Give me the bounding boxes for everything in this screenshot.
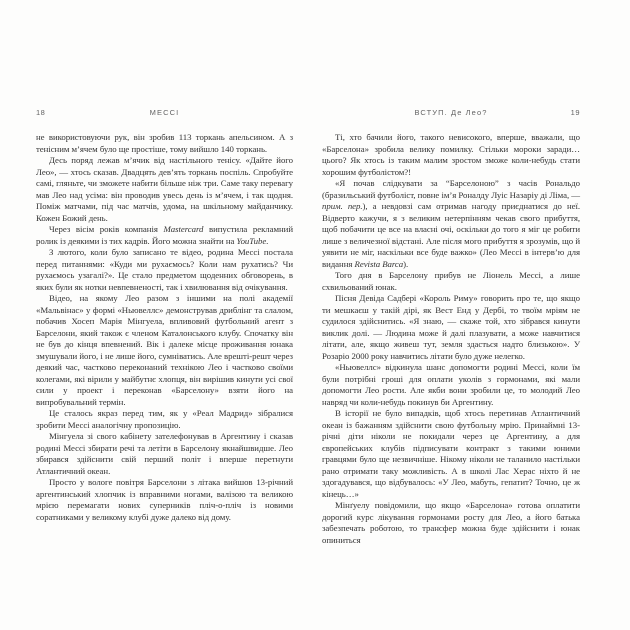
paragraph: [36, 132, 293, 155]
paragraph: [36, 477, 293, 523]
page-number-right: 19: [570, 108, 580, 117]
paragraph: [322, 500, 580, 546]
italic-text-run: прим. пер.: [322, 201, 363, 211]
paragraph: [36, 155, 293, 224]
running-head-left: МЕССІ: [149, 108, 180, 117]
paragraph: [322, 132, 580, 178]
text-run: ).: [403, 258, 409, 269]
paragraph: [322, 293, 580, 362]
paragraph: [322, 408, 580, 500]
text-run: Просто у вологе повітря Барселони з літака вийшов 13-річний аргентинський хлопчик із вправними ногами, валізою та великою мрією перемагати нових суперників пліч-о-пліч із новими соратниками у великому клубі дуже далеко від дому.: [36, 477, 293, 522]
page-number-left: 18: [36, 108, 46, 117]
text-run: ), а невдовзі сам отримав нагоду приєднатися до неї. Відверто кажучи, я з великим нетерпінням чекав свого прибуття, щоб побачити це все на власні очі, оскільки до того я міг це робити лише з величезної відстані. Але після мого прибуття я зрозумів, що й уявити не міг, наскільки все буде важко» (Лео Мессі в інтерв’ю для видання: [322, 201, 581, 269]
italic-text-run: YouTube: [236, 235, 267, 246]
text-run: Десь поряд лежав м’ячик від настільного тенісу. «Дайте його Лео», — хтось сказав. Двадцять дев’ять торкань поспіль. Спробуйте самі, гляньте, чи зможете набити більше ніж три. Саме таку перевагу мав Лео над усіма: він проводив увесь день із м’ячем, і так щодня. Поміж матчами, під час матчів, удома, на шкільному майданчику. Кожен Божий день.: [36, 155, 293, 223]
paragraph: [36, 224, 293, 247]
text-run: Це сталось якраз перед тим, як у «Реал Мадрид» зібралися зробити Мессі аналогічну пропозицію.: [36, 408, 293, 430]
paragraph: [36, 247, 293, 293]
text-run: випустила рекламний ролик із деякими із тих кадрів. Його можна знайти на: [36, 224, 293, 246]
italic-text-run: Mastercard: [163, 224, 204, 234]
paragraph: [36, 293, 293, 408]
text-run: Того дня в Барселону прибув не Ліонель Мессі, а лише схвильований юнак.: [322, 270, 580, 292]
text-run: З лютого, коли було записано те відео, родина Мессі постала перед питаннями: «Куди ми рухаємось? Коли нам рухатись? Чи рухаємось узагалі?». Це стало предметом щоденних обговорень, в яких були як нотки невпевненості, так і хвилювання від очікування.: [36, 247, 293, 292]
page-right: [322, 108, 580, 546]
page-left: [36, 108, 293, 523]
text-run: «Я почав слідкувати за “Барселоною” з часів Рональдо (бразильський футболіст, повне ім’я Роналду Луіс Назаріу ді Ліма, —: [322, 178, 580, 200]
text-run: Через вісім років компанія: [49, 224, 164, 234]
page-left-text: [36, 132, 293, 523]
text-run: Мінґуелу повідомили, що якщо «Барселона» готова оплатити дорогий курс лікування гормонами росту для Лео, а його батька забезпечать роботою, то трансфер можна буде здійснити і юнак опиниться: [322, 500, 580, 545]
text-run: .: [266, 235, 269, 246]
running-header-right: [322, 108, 580, 119]
page-right-text: [322, 132, 580, 546]
text-run: Ті, хто бачили його, такого невисокого, вперше, вважали, що «Барселона» зробила велику помилку. Стільки мороки заради… цього? Як хтось із таким малим зростом зможе коли-небудь стати хорошим футболістом?!: [322, 132, 580, 177]
text-run: В історії не було випадків, щоб хтось перетинав Атлантичний океан із бажанням здійснити свою футбольну мрію. Принаймні 13-річні діти ніколи не покидали через це Аргентину, а для європейських клубів підписувати контракт з такими юними гравцями було ще незвичніше. Нікому ніколи не таланило настільки рано отримати таку можливість. А в школі Лас Херас ніхто й не здогадувався, що відбувалось: «У Лео, мабуть, гепатит? Точно, це ж кінець…»: [322, 408, 580, 499]
text-run: «Ньювеллс» відкинула шанс допомогти родині Мессі, коли їм були потрібні гроші для оплати уколів з гормонами, які мали допомогти Лео рости. Але якби вони зробили це, то молодий Лео навряд чи коли-небудь покинув би Аргентину.: [322, 362, 580, 407]
running-head-right: ВСТУП. Де Лео?: [414, 108, 488, 117]
paragraph: [322, 362, 580, 408]
paragraph: [322, 270, 580, 293]
text-run: Відео, на якому Лео разом з іншими на полі академії «Мальвінас» у формі «Ньювеллс» демонстрував дриблінг та слалом, побачив Хосеп Марія Мінгуела, впливовий футбольний агент з Барселони, який також є членом Каталонського клубу. Спочатку він не був до кінця впевнений. Вік і далеке місце проживання юнака змушували його, і не лише його, сумніватись. Але врешті-решт через деякий час, частково переконаний технікою Лео і частково своїми колегами, які вірили у майбутнє хлопця, він вирішив кинути усі свої сили у проект і переконав «Барселону» взяти його на випробувальний термін.: [36, 293, 293, 407]
paragraph: [36, 408, 293, 431]
italic-text-run: Revista Barca: [354, 258, 404, 269]
text-run: не використовуючи рук, він зробив 113 торкань апельсином. А з тенісним м’ячем було ще простіше, тому вийшло 140 торкань.: [36, 132, 293, 154]
paragraph: [36, 431, 293, 477]
text-run: Пісня Девіда Садбері «Король Риму» говорить про те, що якщо ти мешкаєш у такій дірі, як Вест Енд у Дербі, то твоїм мріям не судилося здійснитись. «Я знаю, — скаже той, хто зібрався кинути виклик долі. — Людина може й далі плазувати, а може навчитися літати, але, якщо живеш тут, земля здасться надто близькою». У Розаріо 2000 року навчитись літати було дуже нелегко.: [322, 293, 580, 361]
paragraph: [322, 178, 580, 270]
text-run: Мінгуела зі свого кабінету зателефонував в Аргентину і сказав родині Мессі збирати речі та летіти в Барселону якнайшвидше. Лео збирався здійснити свій перший політ і вперше перетнути Атлантичний океан.: [36, 431, 293, 476]
running-header-left: [36, 108, 293, 119]
